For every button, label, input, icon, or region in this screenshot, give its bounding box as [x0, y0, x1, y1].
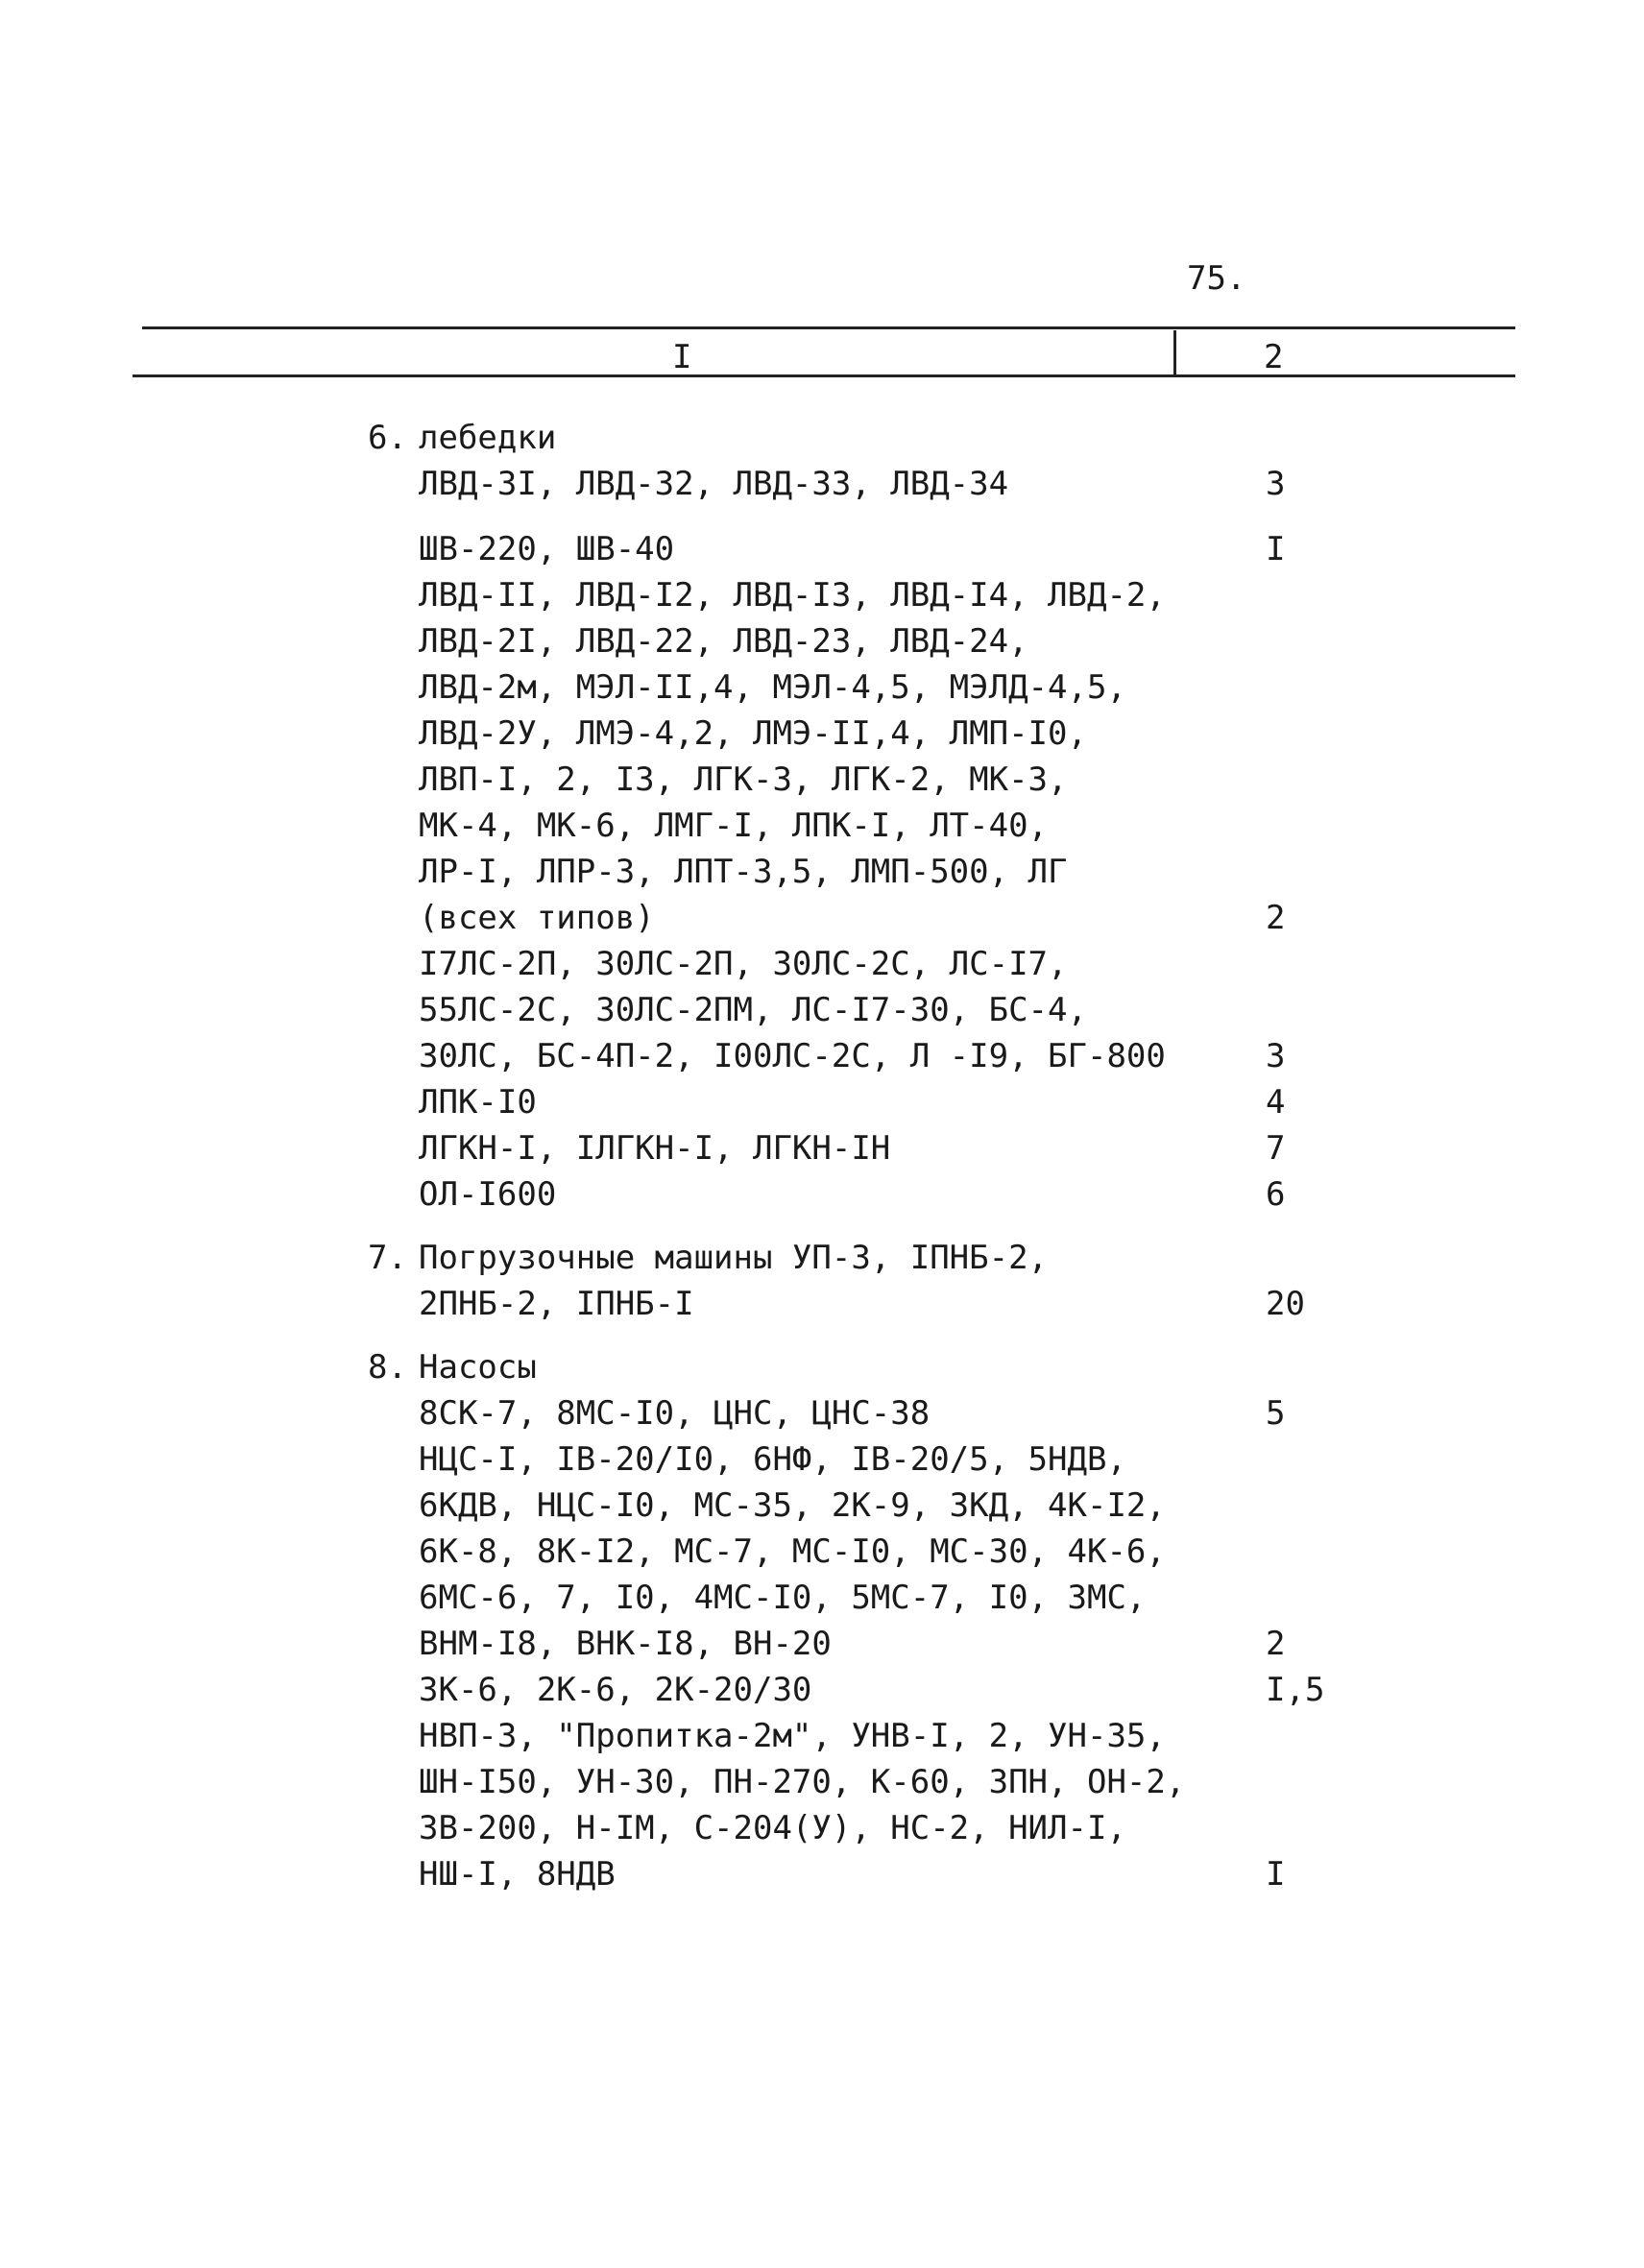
table-row — [0, 461, 1644, 507]
table-row — [0, 711, 1644, 757]
item-text: I7ЛС-2П, 30ЛС-2П, 30ЛС-2С, ЛС-I7, — [419, 945, 1068, 983]
table-header-rule — [133, 374, 1515, 377]
item-text: ЛР-I, ЛПР-3, ЛПТ-3,5, ЛМП-500, ЛГ — [419, 853, 1068, 891]
item-text: НЦС-I, IВ-20/I0, 6НФ, IВ-20/5, 5НДВ, — [419, 1440, 1126, 1479]
page-number: 75. — [1187, 259, 1246, 298]
item-value: 4 — [1266, 1083, 1286, 1122]
item-text: ШН-I50, УН-30, ПН-270, К-60, 3ПН, ОН-2, — [419, 1763, 1186, 1801]
item-text: НШ-I, 8НДВ — [419, 1855, 616, 1894]
item-number: 6. — [368, 419, 407, 457]
item-text: 6МС-6, 7, I0, 4МС-I0, 5МС-7, I0, 3МС, — [419, 1579, 1147, 1617]
item-text: Насосы — [419, 1348, 537, 1387]
column-header-1: I — [672, 338, 692, 376]
item-text: 3К-6, 2К-6, 2К-20/30 — [419, 1671, 812, 1709]
item-text: 2ПНБ-2, IПНБ-I — [419, 1285, 694, 1323]
item-text: ЛВД-2I, ЛВД-22, ЛВД-23, ЛВД-24, — [419, 622, 1028, 661]
item-text: ЛПК-I0 — [419, 1083, 537, 1122]
table-row — [0, 572, 1644, 618]
column-header-2: 2 — [1264, 338, 1284, 376]
table-row — [0, 526, 1644, 572]
table-row — [0, 1621, 1644, 1667]
item-value: 7 — [1266, 1129, 1286, 1168]
item-value: 20 — [1266, 1285, 1305, 1323]
table-row — [0, 1235, 1644, 1281]
table-row — [0, 1529, 1644, 1575]
item-text: 6К-8, 8К-I2, МС-7, МС-I0, МС-30, 4К-6, — [419, 1532, 1166, 1571]
table-row — [0, 1033, 1644, 1079]
table-row — [0, 1436, 1644, 1483]
table-row — [0, 1713, 1644, 1759]
item-text: ЛВД-2м, МЭЛ-II,4, МЭЛ-4,5, МЭЛД-4,5, — [419, 668, 1126, 707]
item-text: 55ЛС-2С, 30ЛС-2ПМ, ЛС-I7-30, БС-4, — [419, 991, 1087, 1029]
item-text: Погрузочные машины УП-3, IПНБ-2, — [419, 1239, 1049, 1277]
item-value: 3 — [1266, 465, 1286, 503]
item-text: 8СК-7, 8МС-I0, ЦНС, ЦНС-38 — [419, 1394, 931, 1433]
item-text: лебедки — [419, 419, 557, 457]
table-row — [0, 1281, 1644, 1327]
item-value: 2 — [1266, 1625, 1286, 1663]
item-value: 5 — [1266, 1394, 1286, 1433]
table-row — [0, 849, 1644, 895]
item-text: (всех типов) — [419, 899, 655, 937]
table-row — [0, 1483, 1644, 1529]
table-row — [0, 618, 1644, 664]
table-row — [0, 415, 1644, 461]
item-text: 30ЛС, БС-4П-2, I00ЛС-2С, Л -I9, БГ-800 — [419, 1037, 1166, 1075]
table-row — [0, 1344, 1644, 1390]
table-row — [0, 803, 1644, 849]
table-row — [0, 1079, 1644, 1125]
table-row — [0, 987, 1644, 1033]
table-row — [0, 1125, 1644, 1171]
item-value: 3 — [1266, 1037, 1286, 1075]
item-value: I — [1266, 530, 1286, 568]
item-text: ОЛ-I600 — [419, 1175, 557, 1214]
item-text: ЛГКН-I, IЛГКН-I, ЛГКН-IН — [419, 1129, 891, 1168]
table-row — [0, 1805, 1644, 1851]
item-text: ЛВД-3I, ЛВД-32, ЛВД-33, ЛВД-34 — [419, 465, 1009, 503]
item-text: ШВ-220, ШВ-40 — [419, 530, 675, 568]
item-text: 3В-200, Н-IМ, С-204(У), НС-2, НИЛ-I, — [419, 1809, 1126, 1847]
column-divider — [1173, 330, 1176, 376]
table-row — [0, 1851, 1644, 1897]
item-text: ЛВД-II, ЛВД-I2, ЛВД-I3, ЛВД-I4, ЛВД-2, — [419, 576, 1166, 615]
table-row — [0, 1171, 1644, 1218]
table-row — [0, 1390, 1644, 1436]
item-value: I — [1266, 1855, 1286, 1894]
item-text: ВНМ-I8, ВНК-I8, ВН-20 — [419, 1625, 832, 1663]
table-row — [0, 895, 1644, 941]
table-top-rule — [142, 326, 1515, 329]
item-text: ЛВД-2У, ЛМЭ-4,2, ЛМЭ-II,4, ЛМП-I0, — [419, 714, 1087, 753]
item-value: 2 — [1266, 899, 1286, 937]
item-number: 8. — [368, 1348, 407, 1387]
item-value: 6 — [1266, 1175, 1286, 1214]
table-row — [0, 1667, 1644, 1713]
item-number: 7. — [368, 1239, 407, 1277]
table-row — [0, 941, 1644, 987]
item-text: МК-4, МК-6, ЛМГ-I, ЛПК-I, ЛТ-40, — [419, 807, 1049, 845]
table-row — [0, 757, 1644, 803]
table-row — [0, 1759, 1644, 1805]
item-text: 6КДВ, НЦС-I0, МС-35, 2К-9, 3КД, 4К-I2, — [419, 1486, 1166, 1525]
table-row — [0, 664, 1644, 711]
table-row — [0, 1575, 1644, 1621]
item-text: НВП-3, "Пропитка-2м", УНВ-I, 2, УН-35, — [419, 1717, 1166, 1755]
item-value: I,5 — [1266, 1671, 1325, 1709]
item-text: ЛВП-I, 2, I3, ЛГК-3, ЛГК-2, МК-3, — [419, 760, 1068, 799]
